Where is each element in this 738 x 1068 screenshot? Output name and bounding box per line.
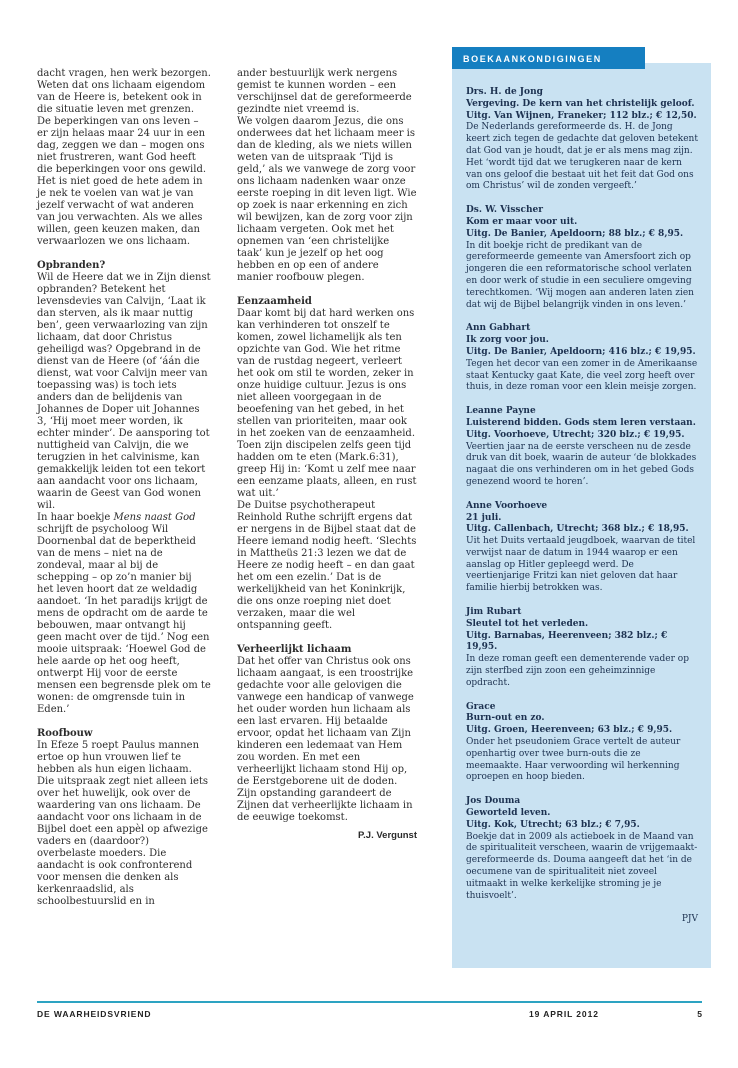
book-entry: [466, 607, 698, 690]
book-description: In dit boekje richt de predikant van de gereformeerde gemeente van Amersfoort zich op jongeren die een reformatorische school verlaten en door werk of studie in een seculiere omgeving terechtkomen. ‘Wij mogen aan anderen laten zien dat wij de Bijbel belangrijk vinden in ons leven.’: [466, 240, 694, 310]
text-run: In Efeze 5 roept Paulus mannen ertoe op hun vrouwen lief te hebben als hun eigen lichaam. Die uitspraak zegt niet alleen iets over het huwelijk, ook over de waardering van ons lichaam. De aandacht voor ons lichaam in de Bijbel doet een appèl op afwezige vaders en (daardoor?) overbelaste moeders. Die aandacht is ook confronterend voor mensen die denken als kerkenraadslid, als schoolbestuurslid en in: [37, 740, 209, 907]
book-description: Onder het pseudoniem Grace vertelt de auteur openhartig over twee burn-outs die ze meemaakte. Haar verwoording wil herkenning oproepen en hoop bieden.: [466, 737, 681, 783]
book-entry: [466, 323, 698, 394]
footer-magazine-name: DE WAARHEIDSVRIEND: [37, 1009, 152, 1019]
book-author: Ann Gabhart: [466, 323, 531, 334]
book-author: Anne Voorhoeve: [466, 500, 548, 511]
article-paragraph: [37, 512, 211, 716]
book-entry: [466, 87, 698, 193]
sidebar-title: boekaankondigingen: [463, 50, 602, 65]
book-publisher: Uitg. De Banier, Apeldoorn; 416 blz.; € 19,95.: [466, 346, 696, 357]
book-entry: [466, 406, 698, 489]
book-publisher: Uitg. Voorhoeve, Utrecht; 320 blz.; € 19,95.: [466, 429, 685, 440]
article-paragraph: [237, 656, 417, 824]
article-column-2-blocks: [237, 68, 417, 824]
book-entry: [466, 501, 698, 595]
footer: [37, 1009, 702, 1023]
book-list: [466, 87, 698, 902]
text-run: Dat het offer van Christus ook ons lichaam aangaat, is een troostrijke gedachte voor alle gelovigen die vanwege een handicap of vanwege het ouder worden hun lichaam als een last ervaren. Hij betaalde ervoor, opdat het lichaam van Zijn kinderen een ledemaat van Hem zou worden. En met een verheerlijkt lichaam stond Hij op, de Eerstgeborene uit de doden. Zijn opstanding garandeert de Zijnen dat verheerlijkte lichaam in de eeuwige toekomst.: [237, 656, 414, 823]
sidebar-panel: [452, 63, 711, 968]
text-run: Wil de Heere dat we in Zijn dienst opbranden? Betekent het levensdevies van Calvijn, ‘Laat ik dan sterven, als ik maar nuttig ben’, geen verwaarlozing van zijn lichaam, dat door Christus geheiligd was? Opgebrand in de dienst van de Heere (of ‘áán die dienst, wat voor Calvijn meer van toepassing was) is toch iets anders dan de belijdenis van Johannes de Doper uit Johannes 3, ‘Hij moet meer worden, ik echter minder’. De aansporing tot nuttigheid van Calvijn, die we terugzien in het calvinisme, kan gemakkelijk leiden tot een tekort aan aandacht voor ons lichaam, waarin de Geest van God wonen wil.: [37, 272, 211, 511]
text-run: dacht vragen, hen werk bezorgen. Weten dat ons lichaam eigendom van de Heere is, betekent ook in die situatie leven met grenzen. De beperkingen van ons leven – er zijn helaas maar 24 uur in een dag, zeggen we dan – mogen ons niet frustreren, want God heeft die beperkingen voor ons gewild. Het is niet goed de hete adem in je nek te voelen van wat je van jezelf verwacht of wat anderen van jou verwachten. Als we alles willen, geen keuzen maken, dan verwaarlozen we ons lichaam.: [37, 68, 211, 247]
book-description: De Nederlands gereformeerde ds. H. de Jong keert zich tegen de gedachte dat geloven betekent dat God van je houdt, dat je er als mens mag zijn. Het ‘wordt tijd dat we terugkeren naar de kern van ons geloof die bestaat uit het feit dat God ons om Christus’ wil de zonden vergeeft.’: [466, 122, 698, 192]
article-column-1: [37, 68, 211, 908]
article-paragraph: [237, 308, 417, 500]
book-author: Drs. H. de Jong: [466, 87, 543, 97]
article-paragraph: [37, 740, 211, 908]
article-column-2: [237, 68, 417, 842]
section-heading: Roofbouw: [37, 728, 93, 739]
book-title: Luisterend bidden. Gods stem leren verstaan.: [466, 417, 696, 428]
article-paragraph: [237, 116, 417, 284]
book-publisher: Uitg. Barnabas, Heerenveen; 382 blz.; € 19,95.: [466, 630, 668, 653]
text-run: schrijft de psycholoog Wil Doornenbal dat de beperktheid van de mens – niet na de zondeval, maar al bij de schepping – op zo’n manier bij het leven hoort dat ze weldadig aandoet. ‘In het paradijs krijgt de mens de opdracht om de aarde te bebouwen, maar ontvangt hij geen macht over de tijd.’ Nog een mooie uitspraak: ‘Hoewel God de hele aarde op het oog heeft, ontwerpt Hij voor de eerste mensen een begrensde plek om te wonen: de omgrensde tuin in Eden.’: [37, 524, 211, 715]
book-title: Vergeving. De kern van het christelijk geloof.: [466, 98, 695, 109]
footer-rule: [37, 1001, 702, 1003]
book-description: Boekje dat in 2009 als actieboek in de Maand van de spiritualiteit verscheen, waarin de vrijgemaakt-gereformeerde ds. Douma aangeeft dat het ‘in de oecumene van de spiritualiteit niet zoveel uitmaakt in welke kerkelijke stroming je je thuisvoelt’.: [466, 831, 698, 901]
sidebar-signature: PJV: [681, 914, 698, 925]
book-title: Burn-out en zo.: [466, 713, 545, 724]
book-author: Grace: [466, 701, 496, 712]
footer-date: 19 APRIL 2012: [529, 1009, 599, 1019]
text-run: Daar komt bij dat hard werken ons kan verhinderen tot onszelf te komen, zowel lichamelijk als ten opzichte van God. Wie het ritme van de rustdag negeert, verleert het ook om stil te worden, zeker in onze huidige cultuur. Jezus is ons niet alleen voorgegaan in de beoefening van het gebed, in het stellen van prioriteiten, maar ook in het zoeken van de eenzaamheid. Toen zijn discipelen zelfs geen tijd hadden om te eten (Mark.6:31), greep Hij in: ‘Komt u zelf mee naar een eenzame plaats, alleen, en rust wat uit.’: [237, 308, 417, 499]
book-title: Sleutel tot het verleden.: [466, 618, 589, 629]
book-author: Leanne Payne: [466, 406, 536, 417]
section-heading: Verheerlijkt lichaam: [237, 644, 352, 655]
book-title: 21 juli.: [466, 512, 502, 523]
text-run: ander bestuurlijk werk nergens gemist te kunnen worden – een verschijnsel dat de gereformeerde gezindte niet vreemd is.: [237, 68, 412, 115]
section-heading: Opbranden?: [37, 260, 106, 271]
book-author: Ds. W. Visscher: [466, 205, 543, 216]
book-publisher: Uitg. Callenbach, Utrecht; 368 blz.; € 18,95.: [466, 524, 689, 535]
book-description: Veertien jaar na de eerste verscheen nu de zesde druk van dit boek, waarin de auteur ‘de blokkades nagaat die ons verhinderen om in het gebed Gods genezend woord te horen’.: [466, 441, 697, 487]
book-author: Jim Rubart: [466, 607, 522, 618]
book-description: Uit het Duits vertaald jeugdboek, waarvan de titel verwijst naar de datum in 1944 waarop er een aanslag op Hitler gepleegd werd. De veertienjarige Fritzi kan niet geloven dat haar familie hierbij betrokken was.: [466, 536, 696, 594]
article-paragraph: [237, 68, 417, 116]
book-title: Ik zorg voor jou.: [466, 335, 549, 346]
book-entry: [466, 702, 698, 785]
section-heading: Eenzaamheid: [237, 296, 312, 307]
book-publisher: Uitg. De Banier, Apeldoorn; 88 blz.; € 8,95.: [466, 228, 684, 239]
article-author: P.J. Vergunst: [358, 830, 417, 841]
book-title: Kom er maar voor uit.: [466, 216, 578, 227]
italic-book-title: Mens naast God: [113, 512, 196, 523]
book-title: Geworteld leven.: [466, 808, 551, 819]
article-paragraph: [237, 500, 417, 632]
book-entry: [466, 796, 698, 902]
book-publisher: Uitg. Kok, Utrecht; 63 blz.; € 7,95.: [466, 819, 640, 830]
article-paragraph: [37, 272, 211, 512]
text-run: De Duitse psychotherapeut Reinhold Ruthe schrijft ergens dat er nergens in de Bijbel staat dat de Heere iemand nodig heeft. ‘Slechts in Mattheüs 21:3 lezen we dat de Heere ze nodig heeft – en dan gaat het om een ezelin.’ Dat is de werkelijkheid van het Koninkrijk, die ons onze roeping niet doet verzaken, maar die wel ontspanning geeft.: [237, 500, 417, 631]
text-run: In haar boekje: [37, 512, 114, 523]
book-author: Jos Douma: [466, 796, 521, 807]
footer-page-number: 5: [697, 1009, 702, 1019]
book-publisher: Uitg. Van Wijnen, Franeker; 112 blz.; € 12,50.: [466, 110, 697, 121]
book-publisher: Uitg. Groen, Heerenveen; 63 blz.; € 9,95.: [466, 725, 673, 736]
sidebar-header: [452, 47, 645, 69]
book-description: Tegen het decor van een zomer in de Amerikaanse staat Kentucky gaat Kate, die veel zorg heeft over thuis, in deze roman voor een klein meisje zorgen.: [466, 358, 698, 393]
article-paragraph: [37, 68, 211, 248]
book-description: In deze roman geeft een dementerende vader op zijn sterfbed zijn zoon een geheimzinnige opdracht.: [466, 654, 689, 688]
text-run: We volgen daarom Jezus, die ons onderwees dat het lichaam meer is dan de kleding, als we niets willen weten van de uitspraak ‘Tijd is geld,’ als we vanwege de zorg voor ons lichaam nadenken waar onze eerste roeping in dit leven ligt. Wie op zoek is naar erkenning en zich wil bewijzen, kan de zorg voor zijn lichaam vergeten. Ook met het opnemen van ‘een christelijke taak’ kun je jezelf op het oog hebben en op een of andere manier roofbouw plegen.: [237, 116, 417, 283]
book-entry: [466, 205, 698, 311]
